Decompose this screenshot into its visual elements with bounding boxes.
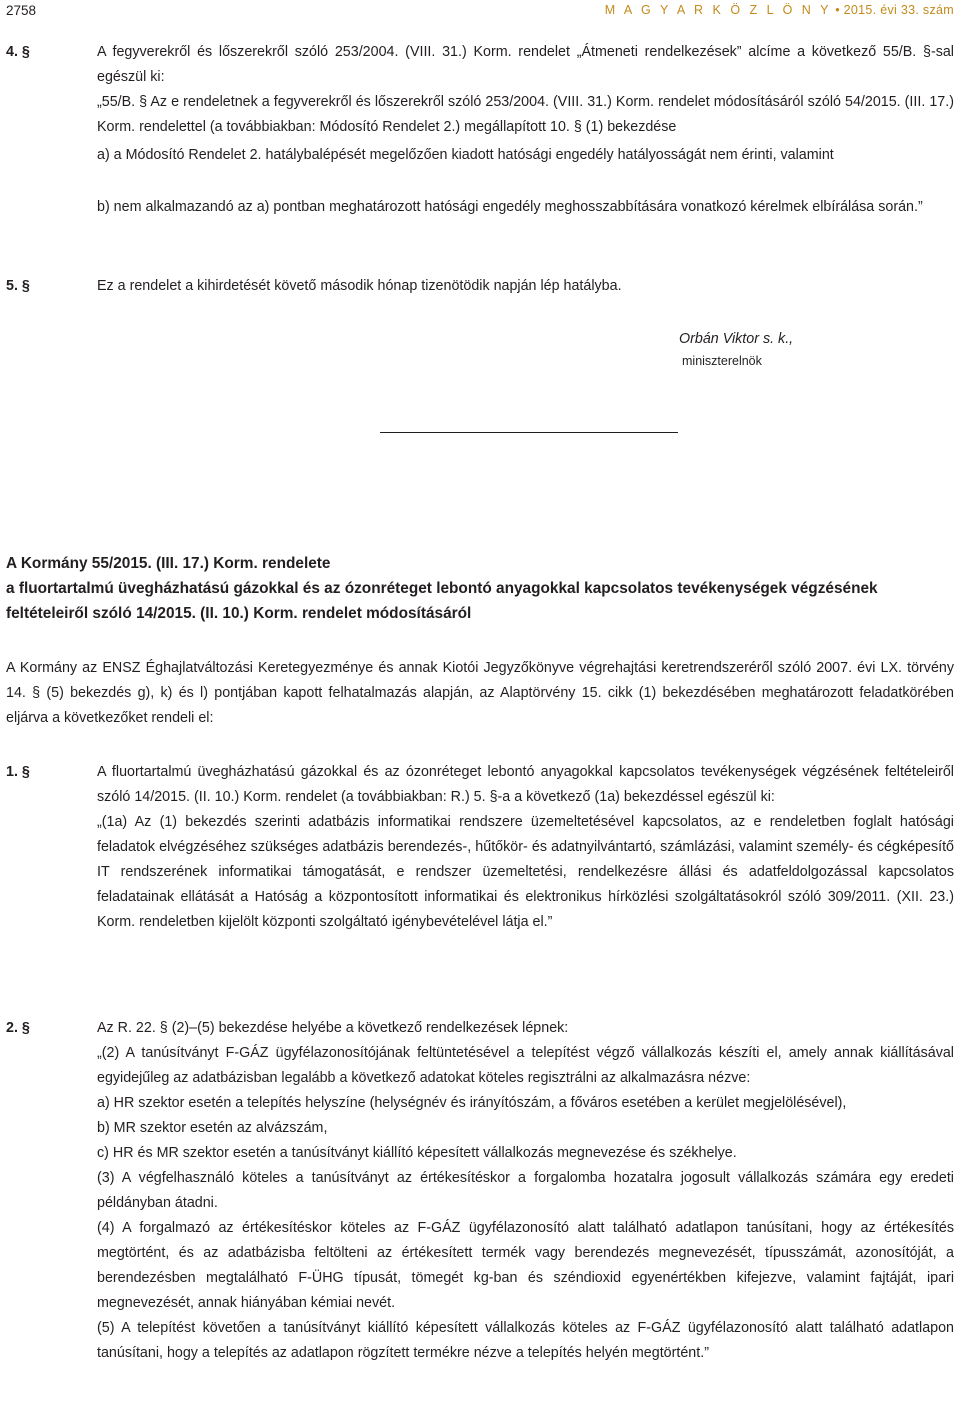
paragraph: „55/B. § Az e rendeletnek a fegyverekről és lőszerekről szóló 253/2004. (VIII. 31.) Korm. rendelet módosításáról szóló 54/2015. (III. 17.) Korm. rendelettel (a továbbiakban: Módosító Rendelet 2.) megállapított 10. § (1) bekezdése: [97, 94, 954, 135]
paragraph: b) nem alkalmazandó az a) pontban meghatározott hatósági engedély meghosszabbítására vonatkozó kérelmek elbírálása során.”: [97, 199, 923, 215]
decree-title-line2: a fluortartalmú üvegházhatású gázokkal és az ózonréteget lebontó anyagokkal kapcsolatos tevékenységek végzésének feltételeiről szóló 14/2015. (II. 10.) Korm. rendelet módosításáról: [6, 580, 878, 622]
paragraph: (4) A forgalmazó az értékesítéskor köteles az F-GÁZ ügyfélazonosító alatt található adatlapon tanúsítani, hogy az értékesítés megtörtént, és az adatbázisba feltölteni az értékesített termék vagy berendezés megnevezését, típusszámát, azonosítóját, a berendezésben megtalálható F-ÜHG típusát, tömegét kg-ban és széndioxid egyenértékben kifejezve, valamint fajtáját, ipari megnevezését, annak hiányában kémiai nevét.: [97, 1220, 954, 1311]
paragraph: „(1a) Az (1) bekezdés szerinti adatbázis informatikai rendszere üzemeltetésével kapcsolatos, az e rendeletben foglalt hatósági feladatok elvégzéséhez szükséges adatbázis berendezés-, hűtőkör- és adatnyilvántartó, számlázási, valamint személy- és cégképesítő IT rendszerének informatikai támogatását, e rendszer üzemeltetési, rendelkezésre állási és adatfeldolgozással kapcsolatos feladatainak ellátását a Hatóság a központosított informatikai és elektronikus hírközlési szolgáltatásokról szóló 309/2011. (XII. 23.) Korm. rendeletben kijelölt központi szolgáltató igénybevételével látja el.”: [97, 814, 954, 930]
point-b: [97, 195, 954, 220]
paragraph: (3) A végfelhasználó köteles a tanúsítványt az értékesítéskor a forgalomba hozatalra jogosult vállalkozás számára egy eredeti példányban átadni.: [97, 1170, 954, 1211]
section-body: [97, 274, 954, 299]
paragraph: A fluortartalmú üvegházhatású gázokkal és az ózonréteget lebontó anyagokkal kapcsolatos tevékenységek végzésének feltételeiről szóló 14/2015. (II. 10.) Korm. rendelet (a továbbiakban: R.) 5. §-a a következő (1a) bekezdéssel egészül ki:: [97, 764, 954, 805]
paragraph: c) HR és MR szektor esetén a tanúsítványt kiállító képesített vállalkozás megnevezése és székhelye.: [97, 1145, 737, 1161]
issue-label: 2015. évi 33. szám: [843, 3, 954, 17]
running-head: [605, 0, 954, 23]
page-header: [0, 0, 960, 18]
preamble-text: A Kormány az ENSZ Éghajlatváltozási Keretegyezménye és annak Kiotói Jegyzőkönyve végrehajtási keretrendszeréről szóló 2007. évi LX. törvény 14. § (5) bekezdés g), k) és l) pontjában kapott felhatalmazás alapján, az Alaptörvény 15. cikk (1) bekezdésében meghatározott feladatkörében eljárva a következőket rendeli el:: [6, 660, 954, 726]
decree-preamble: [6, 656, 954, 731]
separator-rule: [380, 432, 678, 433]
paragraph: a) a Módosító Rendelet 2. hatálybalépését megelőzően kiadott hatósági engedély hatályosságát nem érinti, valamint: [97, 147, 834, 163]
paragraph: Ez a rendelet a kihirdetését követő második hónap tizenötödik napján lép hatályba.: [97, 278, 622, 294]
section-body: [97, 1016, 954, 1366]
section-number: 1. §: [6, 764, 30, 780]
signatory-name: Orbán Viktor s. k.,: [679, 331, 794, 347]
decree-title: [6, 551, 954, 626]
section-number: 5. §: [6, 278, 30, 294]
signatory-title: miniszterelnök: [682, 354, 762, 368]
paragraph: A fegyverekről és lőszerekről szóló 253/2004. (VIII. 31.) Korm. rendelet „Átmeneti rendelkezések” alcíme a következő 55/B. §-sal egészül ki:: [97, 44, 954, 85]
paragraph: Az R. 22. § (2)–(5) bekezdése helyébe a következő rendelkezések lépnek:: [97, 1020, 569, 1036]
section-number: 4. §: [6, 44, 30, 60]
page-number: 2758: [6, 3, 37, 18]
section-body: [97, 40, 954, 140]
header-bullet: •: [835, 3, 840, 17]
paragraph: „(2) A tanúsítványt F-GÁZ ügyfélazonosítójának feltüntetésével a telepítést végző vállalkozás készíti el, amely annak kiállításával egyidejűleg az adatbázisban legalább a következő adatokat köteles regisztrálni az alkalmazásra nézve:: [97, 1045, 954, 1086]
section-number: 2. §: [6, 1020, 30, 1036]
section-body: [97, 760, 954, 935]
paragraph: b) MR szektor esetén az alvázszám,: [97, 1120, 328, 1136]
point-a: [97, 143, 954, 168]
decree-title-line1: A Kormány 55/2015. (III. 17.) Korm. rendelete: [6, 555, 331, 572]
paragraph: a) HR szektor esetén a telepítés helyszíne (helységnév és irányítószám, a főváros esetében a kerület megjelölésével),: [97, 1095, 847, 1111]
paragraph: (5) A telepítést követően a tanúsítványt kiállító képesített vállalkozás köteles az F-GÁZ ügyfélazonosító alatt található adatlapon tanúsítani, hogy a telepítés az adatlapon rögzített termékre nézve a telepítés helyén megtörtént.”: [97, 1320, 954, 1361]
publication-name: M A G Y A R K Ö Z L Ö N Y: [604, 3, 832, 17]
